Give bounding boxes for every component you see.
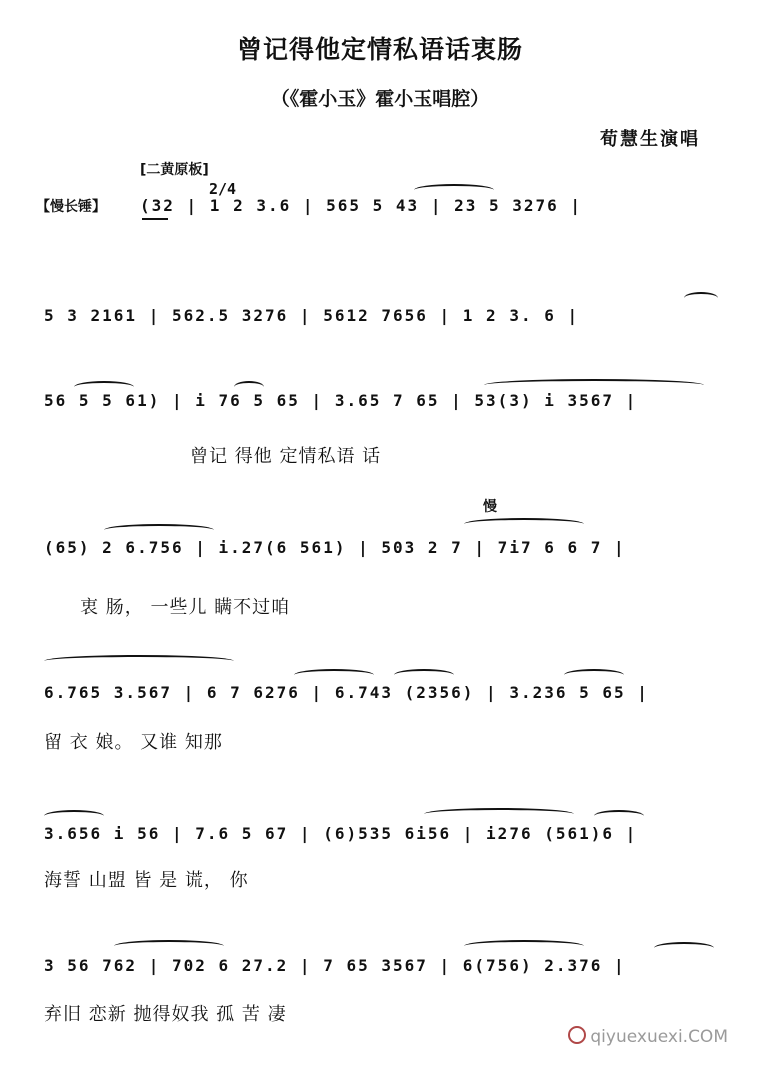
score-row-notes: (65) 2 6.756 | i.27(6 561) | 503 2 7 | 7i7 6 6 7 | xyxy=(44,538,626,557)
score-row-notes: 5 3 2161 | 562.5 3276 | 5612 7656 | 1 2 3. 6 | xyxy=(44,306,580,325)
score-row-4 xyxy=(44,522,720,582)
score-row-7 xyxy=(44,940,720,1000)
lyrics-row-6: 海誓 山盟 皆 是 谎， 你 xyxy=(44,870,249,891)
lyrics-row-7: 弃旧 恋新 抛得奴我 孤 苦 凄 xyxy=(44,1004,287,1025)
score-row-notes: 3.656 i 56 | 7.6 5 67 | (6)535 6i56 | i276 (561)6 | xyxy=(44,824,638,843)
score-row-2 xyxy=(44,290,720,350)
score-row-1 xyxy=(130,180,720,240)
slow-marking: 慢 xyxy=(483,499,497,515)
score-row-3 xyxy=(44,375,720,435)
lyrics-row-4: 衷 肠， 一些儿 瞒不过咱 xyxy=(80,597,291,618)
page-title: 曾记得他定情私语话衷肠 xyxy=(236,35,523,64)
watermark xyxy=(568,1026,728,1047)
score-row-6 xyxy=(44,808,720,868)
score-row-notes: 3 56 762 | 702 6 27.2 | 7 65 3567 | 6(756) 2.376 | xyxy=(44,956,626,975)
score-row-5 xyxy=(44,667,720,727)
performer-credit: 荀慧生演唱 xyxy=(600,129,700,150)
page-subtitle: （《霍小玉》霍小玉唱腔） xyxy=(270,88,490,110)
lyrics-row-3: 曾记 得他 定情私语 话 xyxy=(190,446,382,467)
watermark-logo-icon xyxy=(568,1026,586,1044)
section-marking: [二黄原板] xyxy=(140,162,209,178)
watermark-text: qiyuexuexi.COM xyxy=(590,1027,728,1047)
score-row-notes: 6.765 3.567 | 6 7 6276 | 6.743 (2356) | 3.236 5 65 | xyxy=(44,683,649,702)
tempo-marking: 【慢长锤】 xyxy=(36,199,106,215)
score-row-notes: 56 5 5 61) | i 76 5 65 | 3.65 7 65 | 53(3) i 3567 | xyxy=(44,391,638,410)
time-signature-text: 2/4 xyxy=(209,180,237,198)
lyrics-row-5: 留 衣 娘。 又谁 知那 xyxy=(44,732,223,753)
score-row-notes: (32 | 1 2 3.6 | 565 5 43 | 23 5 3276 | xyxy=(140,196,583,215)
